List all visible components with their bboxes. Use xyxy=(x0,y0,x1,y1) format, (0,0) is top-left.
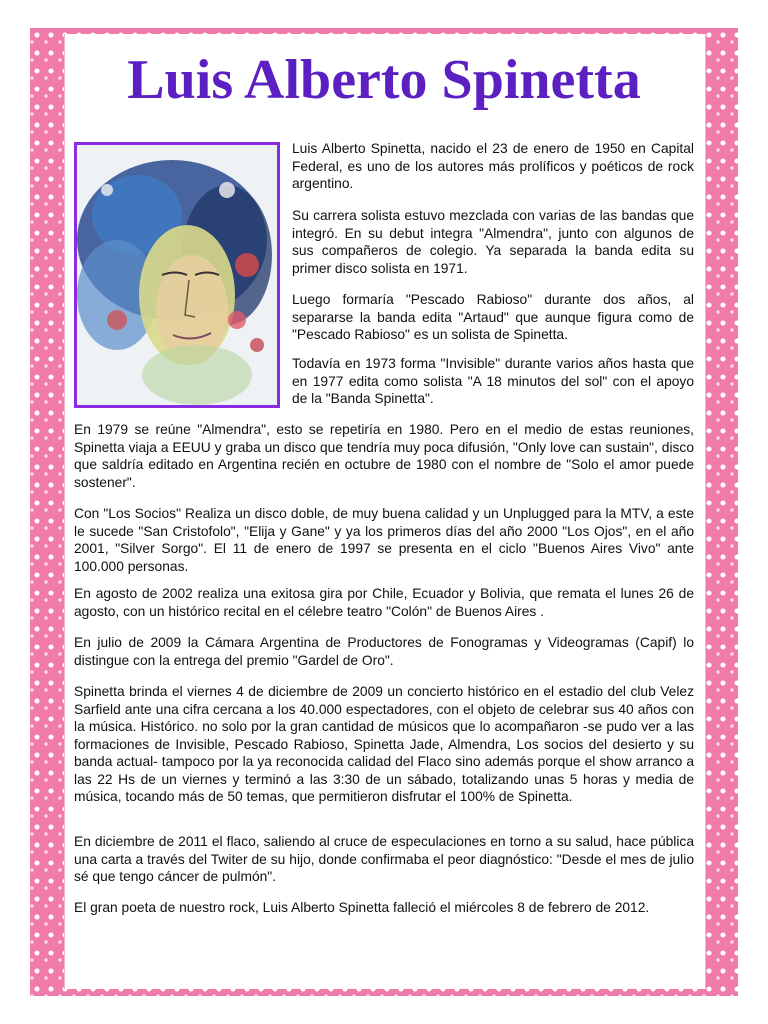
paragraph-los-socios: Con "Los Socios" Realiza un disco doble, de muy buena calidad y un Unplugged para la MTV, a este le sucede "San Cristofolo", "Elija y Gane" y ya los primeros días del año 2000 "Los Ojos", en el año 2001, "Silver Sorgo". El 11 de enero de 1997 se presenta en el ciclo "Buenos Aires Vivo" ante 100.000 personas. xyxy=(74,506,694,574)
paragraph-death: El gran poeta de nuestro rock, Luis Alberto Spinetta falleció el miércoles 8 de febrero de 2012. xyxy=(74,900,650,915)
paragraph-solo-career: Su carrera solista estuvo mezclada con varias de las bandas que integró. En su debut integra "Almendra", junto con algunos de sus compañeros de colegio. Ya separada la banda edita su primer disco solista en 1971. xyxy=(292,208,694,276)
paragraph-diagnosis: En diciembre de 2011 el flaco, saliendo al cruce de especulaciones en torno a su salud, hace pública una carta a través del Twiter de su hijo, donde confirmaba el peor diagnóstico: "Desde el mes de julio sé que tengo cáncer de pulmón". xyxy=(74,834,694,884)
paragraph-velez-concert: Spinetta brinda el viernes 4 de diciembre de 2009 un concierto histórico en el estadio del club Velez Sarfield ante una cifra cercana a los 40.000 espectadores, con el objeto de celebrar sus 40 años con la música. Histórico. no solo por la gran cantidad de músicos que lo acompañaron -se pudo ver a las formaciones de Invisible, Pescado Rabioso, Spinetta Jade, Almendra, Los socios del desierto y su banda actual- tampoco por la ya reconocida calidad del Flaco sino además porque el show arranco a las 22 Hs de un viernes y terminó a las 3:30 de un sábado, totalizando unas 5 horas y media de música, tocando más de 50 temas, que permitieron disfrutar el 100% de Spinetta. xyxy=(74,684,694,804)
page-title: Luis Alberto Spinetta xyxy=(127,49,641,111)
paragraph-intro: Luis Alberto Spinetta, nacido el 23 de enero de 1950 en Capital Federal, es uno de los autores más prolíficos y poéticos de rock argentino. xyxy=(292,141,694,191)
portrait-watercolor-image xyxy=(74,142,280,408)
paragraph-almendra-reunion: En 1979 se reúne "Almendra", esto se repetiría en 1980. Pero en el medio de estas reuniones, Spinetta viaja a EEUU y graba un disco que tendría muy poca difusión, "Only love can sustain", disco que saldría editado en Argentina recién en octubre de 1980 con el nombre de "Solo el amor puede sostener". xyxy=(74,422,694,490)
paragraph-tour-2002: En agosto de 2002 realiza una exitosa gira por Chile, Ecuador y Bolivia, que remata el lunes 26 de agosto, con un histórico recital en el célebre teatro "Colón" de Buenos Aires . xyxy=(74,586,694,619)
paragraph-pescado-rabioso: Luego formaría "Pescado Rabioso" durante dos años, al separarse la banda edita "Artaud" que aunque figura como de "Pescado Rabioso" es un solista de Spinetta. xyxy=(292,292,694,342)
portrait-illustration xyxy=(77,145,277,405)
paragraph-invisible: Todavía en 1973 forma "Invisible" durante varios años hasta que en 1977 edita como solista "A 18 minutos del sol" con el apoyo de la "Banda Spinetta". xyxy=(292,356,694,406)
paragraph-gardel-award: En julio de 2009 la Cámara Argentina de Productores de Fonogramas y Videogramas (Capif) lo distingue con la entrega del premio "Gardel de Oro". xyxy=(74,635,694,668)
